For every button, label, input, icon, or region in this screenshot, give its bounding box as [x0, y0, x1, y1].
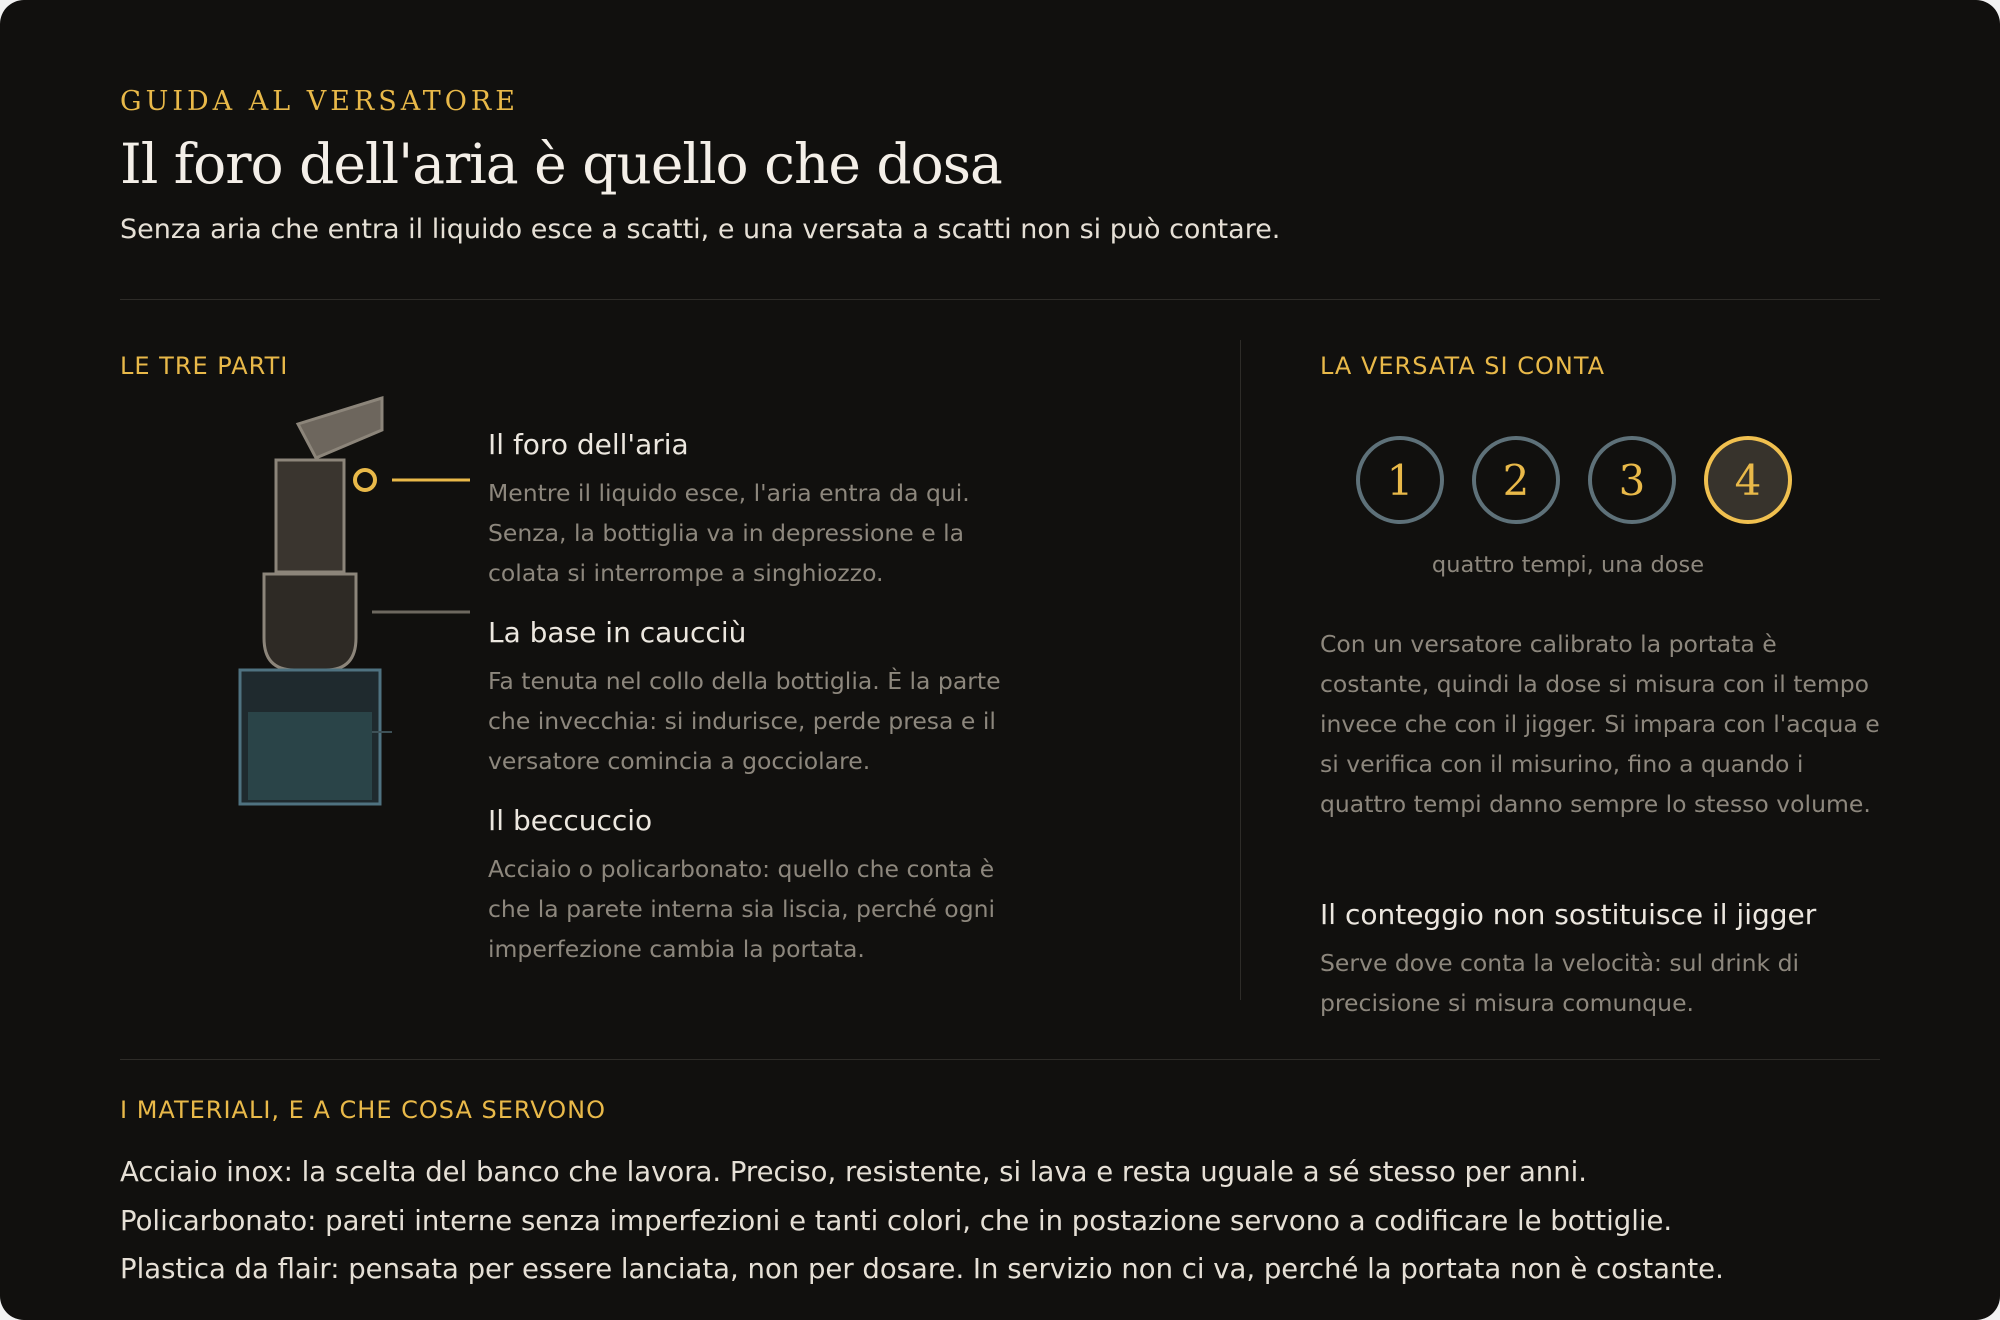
column-divider	[1240, 340, 1241, 1000]
rubber-base-shape	[264, 574, 356, 670]
part-title: La base in caucciù	[488, 616, 747, 649]
count-caption: quattro tempi, una dose	[1431, 552, 1705, 578]
part-description: Acciaio o policarbonato: quello che conta è che la parete interna sia liscia, perché ogni imperfezione cambia la portata.	[488, 855, 996, 963]
air-hole-marker	[355, 470, 375, 490]
page-title: Il foro dell'aria è quello che dosa	[120, 132, 1002, 196]
materials-section-label: I MATERIALI, E A CHE COSA SERVONO	[120, 1096, 606, 1124]
bottle-liquid-shape	[248, 712, 372, 800]
part-title: Il foro dell'aria	[488, 428, 689, 461]
material-item: Acciaio inox: la scelta del banco che lavora. Preciso, resistente, si lava e resta uguale a sé stesso per anni.	[120, 1156, 1588, 1188]
material-item: Plastica da flair: pensata per essere lanciata, non per dosare. In servizio non ci va, perché la portata non è costante.	[120, 1253, 1724, 1285]
pourer-diagram	[220, 390, 480, 810]
note-text: Serve dove conta la velocità: sul drink di precisione si misura comunque.	[1320, 949, 1800, 1017]
count-note	[1320, 898, 1880, 1023]
parts-section-label: LE TRE PARTI	[120, 352, 289, 380]
count-paragraph-block	[1320, 624, 1880, 824]
part-description: Mentre il liquido esce, l'aria entra da qui. Senza, la bottiglia va in depressione e la colata si interrompe a singhiozzo.	[488, 479, 970, 587]
eyebrow: GUIDA AL VERSATORE	[120, 86, 519, 117]
materials-list	[120, 1148, 1724, 1294]
part-description: Fa tenuta nel collo della bottiglia. È la parte che invecchia: si indurisce, perde presa e il versatore comincia a gocciolare.	[488, 667, 1001, 775]
part-title: Il beccuccio	[488, 804, 653, 837]
page-subtitle: Senza aria che entra il liquido esce a scatti, e una versata a scatti non si può contare.	[120, 214, 1281, 245]
count-circles	[1356, 436, 1792, 524]
divider-top	[120, 299, 1880, 300]
count-circle-3: 3	[1588, 436, 1676, 524]
count-circle-2: 2	[1472, 436, 1560, 524]
part-spout	[488, 804, 1008, 969]
count-section-label: LA VERSATA SI CONTA	[1320, 352, 1606, 380]
count-circle-4: 4	[1704, 436, 1792, 524]
part-air-hole	[488, 428, 1008, 593]
note-title: Il conteggio non sostituisce il jigger	[1320, 898, 1817, 931]
pourer-upper-body	[276, 460, 344, 572]
count-paragraph: Con un versatore calibrato la portata è costante, quindi la dose si misura con il tempo invece che con il jigger. Si impara con l'acqua e si verifica con il misurino, fino a quando i quattro tempi danno sempre lo stesso volume.	[1320, 630, 1880, 818]
material-item: Policarbonato: pareti interne senza imperfezioni e tanti colori, che in postazione servono a codificare le bottiglie.	[120, 1204, 1673, 1237]
count-circle-1: 1	[1356, 436, 1444, 524]
part-rubber-base	[488, 616, 1008, 781]
spout-shape	[298, 398, 382, 458]
divider-bottom	[120, 1059, 1880, 1060]
